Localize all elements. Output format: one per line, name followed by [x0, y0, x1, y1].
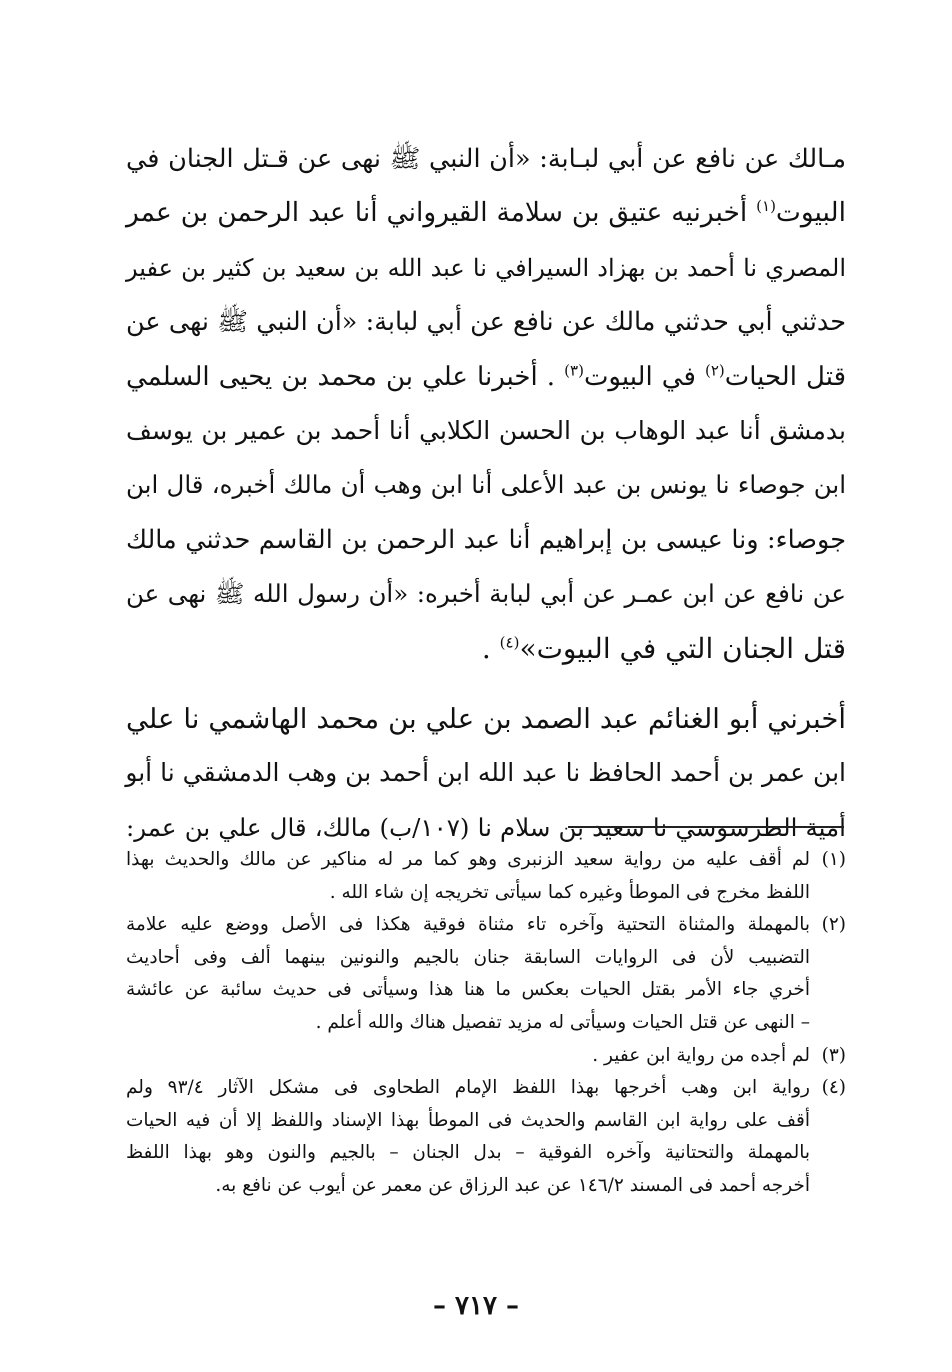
footnote-line: بالمهملة والتحتانية وآخره الفوقية – بدل الجنان – بالجيم والنون وهو بهذا اللفظ — [126, 1142, 810, 1164]
paragraph-1 — [126, 132, 846, 676]
text-line: أمية الطرسوسي نا سعيد بن سلام نا (١٠٧/ب) مالك، قال علي بن عمر: — [126, 812, 846, 842]
text-line: مـالك عن نافع عن أبي لبـابة: «أن النبي ﷺ نهى عن قـتل الجنان في — [126, 144, 846, 174]
text-line: ابن جوصاء نا يونس بن عبد الأعلى أنا ابن وهب أن مالك أخبره، قال ابن — [126, 470, 846, 500]
footnote-3 — [126, 1040, 846, 1073]
footnote-line: (٢)بالمهملة والمثناة التحتية وآخره تاء مثناة فوقية هكذا فى الأصل ووضع عليه علامة — [126, 909, 846, 942]
footnote-ref[interactable]: (١) — [756, 197, 776, 216]
footnote-line: التضبيب لأن فى الروايات السابقة جنان بالجيم والنونين بينهما ألف وفى أحاديث — [126, 946, 810, 968]
footnote-4 — [126, 1072, 846, 1202]
footnote-separator — [568, 826, 844, 828]
page-number: – ٧١٧ – — [432, 1291, 520, 1321]
main-text — [126, 132, 846, 855]
text-line: حدثني أبي حدثني مالك عن نافع عن أبي لبابة: «أن النبي ﷺ نهى عن — [126, 307, 846, 338]
footnotes — [126, 844, 846, 1203]
footnote-2 — [126, 909, 846, 1039]
footnote-ref[interactable]: (٢) — [705, 360, 725, 379]
footnote-line: أقف على رواية ابن القاسم والحديث فى الموطأ بهذا الإسناد واللفظ إلا أن فيه الحيات — [126, 1109, 810, 1131]
text-line: أخبرني أبو الغنائم عبد الصمد بن علي بن محمد الهاشمي نا علي — [126, 702, 846, 735]
text-line: قتل الجنان التي في البيوت»$^{(٤)}$ . — [481, 631, 846, 665]
text-line: قتل الحيات$^{(٢)}$ في البيوت$^{(٣)}$ . أخبرنا علي بن محمد بن يحيى السلمي — [126, 360, 847, 392]
text-line: ابن عمر بن أحمد الحافظ نا عبد الله ابن أحمد بن وهب الدمشقي نا أبو — [125, 758, 846, 788]
footnote-number: (٣) — [821, 1044, 846, 1066]
footnote-1 — [126, 844, 846, 909]
footnote-number: (١) — [821, 849, 846, 870]
footnote-ref[interactable]: (٤) — [499, 633, 520, 652]
footnote-ref[interactable]: (٣) — [564, 360, 584, 379]
text-line: عن نافع عن ابن عمـر عن أبي لبابة أخبره: «أن رسول الله ﷺ نهى عن — [126, 579, 846, 609]
footnote-line: أخرجه أحمد فى المسند ١٤٦/٢ عن عبد الرزاق عن معمر عن أيوب عن نافع به. — [215, 1174, 810, 1196]
text-line: جوصاء: ونا عيسى بن إبراهيم أنا عبد الرحمن بن القاسم حدثني مالك — [126, 524, 846, 555]
footnote-line: (١)لم أقف عليه من رواية سعيد الزنبرى وهو كما مر له مناكير عن مالك والحديث بهذا — [126, 844, 846, 877]
footnote-line: (٣)لم أجده من رواية ابن عفير . — [126, 1040, 846, 1073]
paragraph-2 — [126, 692, 846, 855]
footnote-line: (٤)رواية ابن وهب أخرجها بهذا اللفظ الإمام الطحاوى فى مشكل الآثار ٩٣/٤ ولم — [126, 1072, 846, 1105]
footnote-line: اللفظ مخرج فى الموطأ وغيره كما سيأتى تخريجه إن شاء الله . — [329, 881, 810, 903]
footnote-number: (٢) — [821, 914, 846, 936]
footnote-number: (٤) — [821, 1077, 846, 1099]
footnote-line: – النهى عن قتل الحيات وسيأتى له مزيد تفصيل هناك والله أعلم . — [315, 1011, 810, 1033]
text-line: بدمشق أنا عبد الوهاب بن الحسن الكلابي أنا أحمد بن عمير بن يوسف — [126, 415, 846, 445]
text-line: المصري نا أحمد بن بهزاد السيرافي نا عبد الله بن سعيد بن كثير بن عفير — [126, 253, 846, 282]
footnote-line: أخري جاء الأمر بقتل الحيات بعكس ما هنا هذا وسيأتى فى حديث سائبة عن عائشة — [126, 979, 810, 1001]
text-line: البيوت$^{(١)}$ أخبرنيه عتيق بن سلامة القيرواني أنا عبد الرحمن بن عمر — [126, 197, 846, 229]
